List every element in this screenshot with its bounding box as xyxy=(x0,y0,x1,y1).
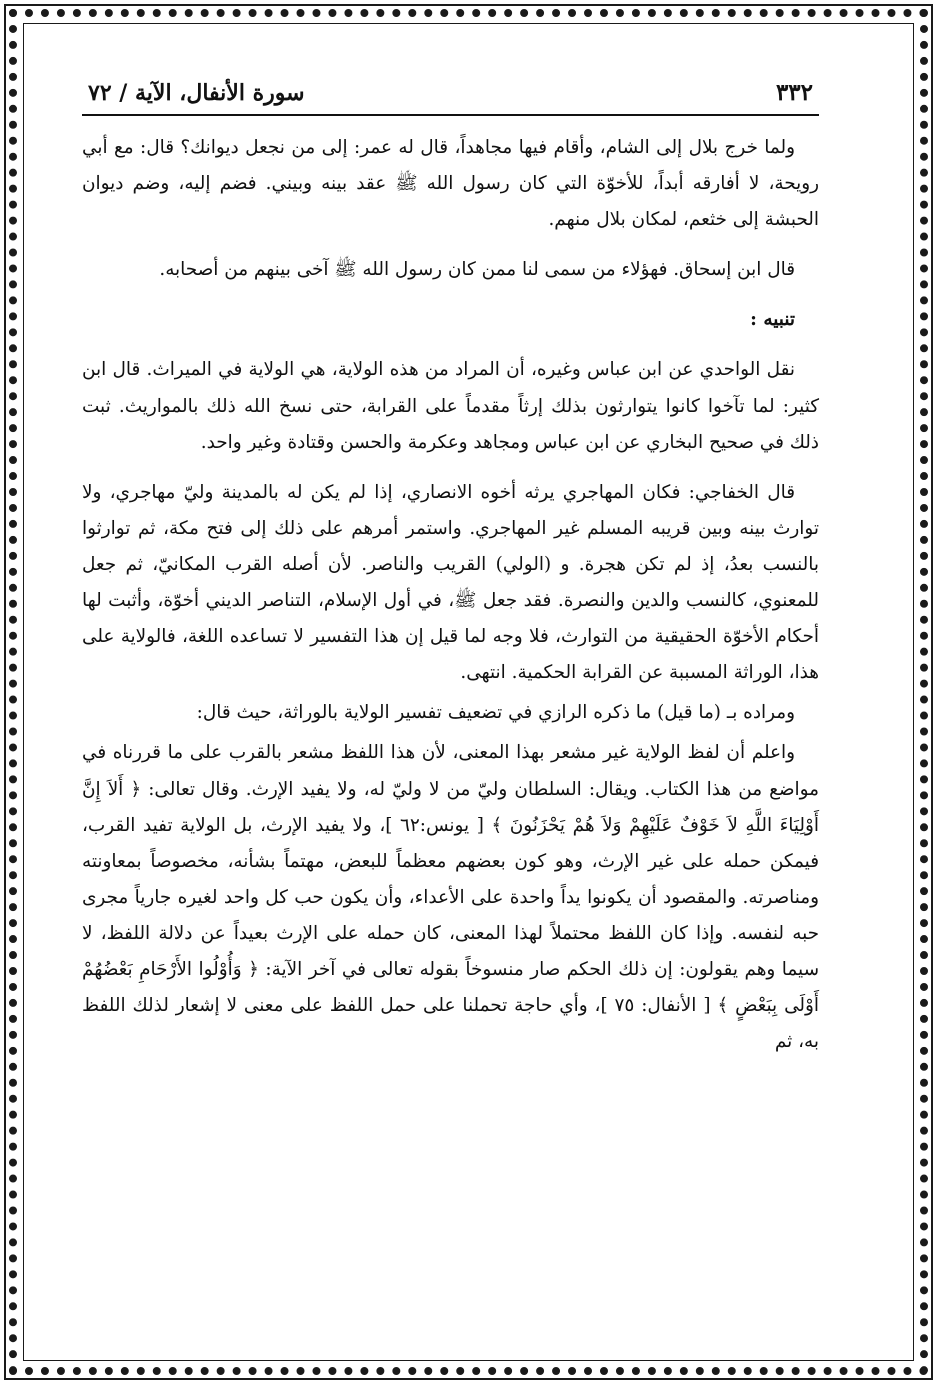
paragraph-ibn-ishaq: قال ابن إسحاق. فهؤلاء من سمى لنا ممن كان رسول الله ﷺ آخى بينهم من أصحابه. xyxy=(159,259,795,281)
paragraph-razi-quote: واعلم أن لفظ الولاية غير مشعر بهذا المعنى، لأن هذا اللفظ مشعر بالقرب على ما قررناه في مواضع من هذا الكتاب. ويقال: السلطان وليّ من لا وليّ له، ولا يفيد الإرث. وقال تعالى: ﴿ أَلاَ إِنَّ أَوْلِيَاءَ اللَّهِ لاَ خَوْفٌ عَلَيْهِمْ وَلاَ هُمْ يَحْزَنُونَ ﴾ [ يونس:٦٢ ]، ولا يفيد الإرث، بل الولاية تفيد القرب، فيمكن حمله على غير الإرث، وهو كون بعضهم معظماً للبعض، مهتماً بشأنه، مخصوصاً بمعاونته ومناصرته. والمقصود أن يكونوا يداً واحدة على الأعداء، وأن يكون حب كل واحد لغيره جارياً مجرى حبه لنفسه. وإذا كان اللفظ محتملاً لهذا المعنى، كان حمله على الإرث بعيداً عن دلالة اللفظ، لا سيما وهم يقولون: إن ذلك الحكم صار منسوخاً بقوله تعالى في آخر الآية: ﴿ وَأُوْلُوا الأَرْحَامِ بَعْضُهُمْ أَوْلَى بِبَعْضٍ ﴾ [ الأنفال: ٧٥ ]، وأي حاجة تحملنا على حمل اللفظ على معنى لا إشعار لذلك اللفظ به، ثم xyxy=(82,742,819,1053)
paragraph-khafaji: قال الخفاجي: فكان المهاجري يرثه أخوه الانصاري، إذا لم يكن له بالمدينة وليّ مهاجري، ولا توارث بينه وبين قريبه المسلم غير المهاجري. واستمر أمرهم على ذلك إلى فتح مكة، ثم توارثوا بالنسب بعدُ، إذ لم تكن هجرة. و (الولي) القريب والناصر. لأن أصله القرب المكانيّ، ثم جعل للمعنوي، كالنسب والدين والنصرة. فقد جعل ﷺ، في أول الإسلام، التناصر الديني أخوّة، وأثبت لها أحكام الأخوّة الحقيقية من التوارث، فلا وجه لما قيل إن هذا التفسير لا تساعده اللغة، فالولاية على هذا، الوراثة المسببة عن القرابة الحكمية. انتهى. xyxy=(82,481,819,684)
page-body xyxy=(82,130,819,1060)
book-page xyxy=(82,66,819,1074)
page-header xyxy=(82,66,819,116)
paragraph-bilal: ولما خرج بلال إلى الشام، وأقام فيها مجاهداً، قال له عمر: إلى من نجعل ديوانك؟ قال: مع أبي رويحة، لا أفارقه أبداً، للأخوّة التي كان رسول الله ﷺ عقد بينه وبيني. فضم إليه، وضم ديوان الحبشة إلى خثعم، لمكان بلال منهم. xyxy=(82,137,819,231)
page-number: ٣٣٢ xyxy=(775,79,813,106)
paragraph-wahidi: نقل الواحدي عن ابن عباس وغيره، أن المراد من هذه الولاية، هي الولاية في الميراث. قال ابن كثير: لما تآخوا كانوا يتوارثون بذلك إرثاً مقدماً على القرابة، حتى نسخ الله ذلك بالمواريث. ثبت ذلك في صحيح البخاري عن ابن عباس ومجاهد وعكرمة والحسن وقتادة وغير واحد. xyxy=(82,359,819,453)
paragraph-razi-intro: ومراده بـ (ما قيل) ما ذكره الرازي في تضعيف تفسير الولاية بالوراثة، حيث قال: xyxy=(196,702,795,724)
section-heading: تنبيه : xyxy=(750,309,795,331)
running-title: سورة الأنفال، الآية / ٧٢ xyxy=(88,80,305,106)
